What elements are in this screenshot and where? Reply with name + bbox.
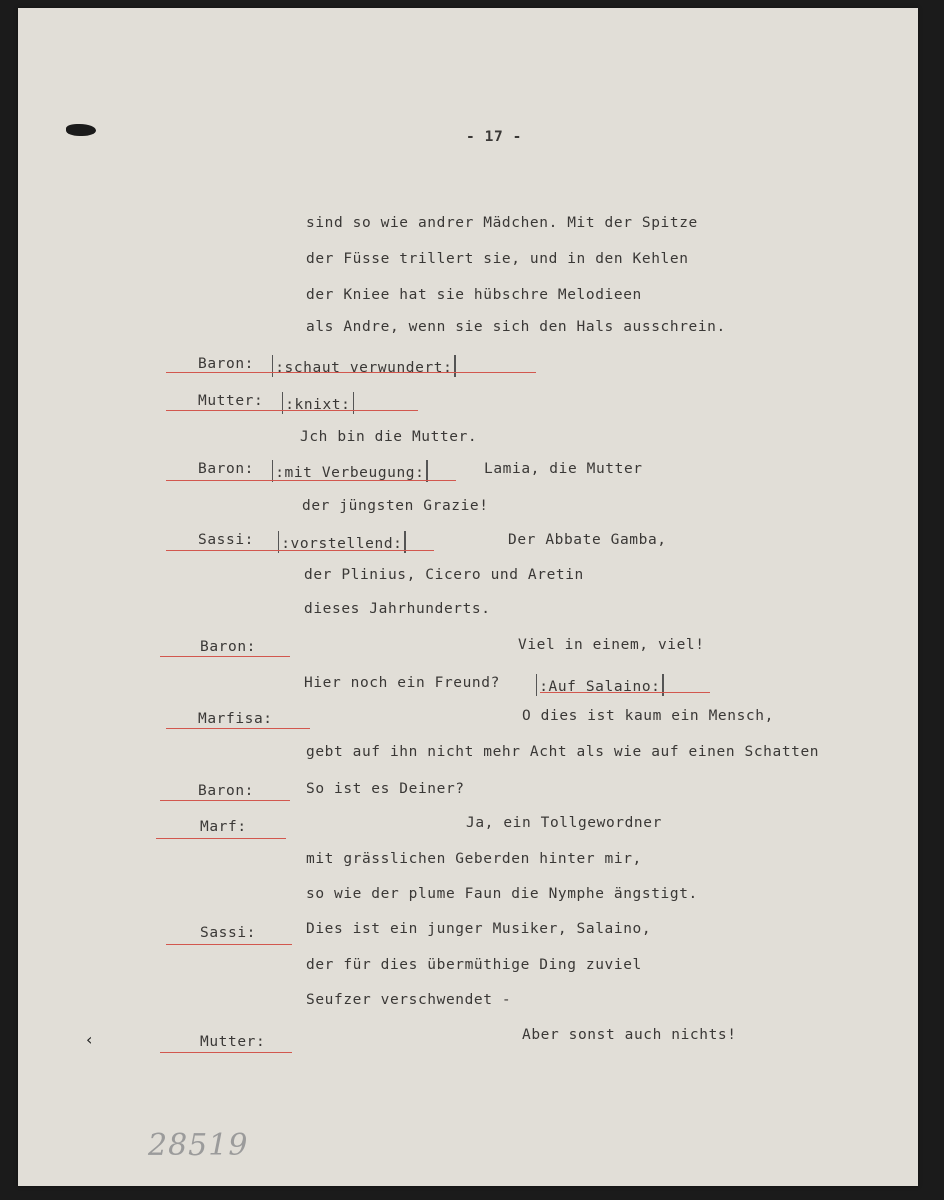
- text-line: der Plinius, Cicero und Aretin: [304, 567, 584, 583]
- text-line: sind so wie andrer Mädchen. Mit der Spitze: [306, 215, 698, 231]
- speaker-name: Marf:: [200, 819, 247, 835]
- page-number: - 17 -: [466, 129, 522, 145]
- red-underline: [156, 838, 286, 839]
- red-underline: [160, 800, 290, 801]
- stage-direction: :Auf Salaino:: [534, 674, 666, 696]
- red-underline: [166, 372, 536, 373]
- red-underline: [540, 692, 710, 693]
- red-underline: [160, 656, 290, 657]
- text-line: als Andre, wenn sie sich den Hals ausschrein.: [306, 319, 726, 335]
- text-line: der Füsse trillert sie, und in den Kehlen: [306, 251, 689, 267]
- red-underline: [166, 728, 310, 729]
- typescript-page: [18, 8, 918, 1186]
- text-line: Viel in einem, viel!: [518, 637, 705, 653]
- text-line: Der Abbate Gamba,: [508, 532, 667, 548]
- text-line: O dies ist kaum ein Mensch,: [522, 708, 774, 724]
- stage-direction: :knixt:: [280, 392, 356, 414]
- speaker-name: Baron:: [198, 461, 254, 477]
- stage-direction: :mit Verbeugung:: [270, 460, 430, 482]
- speaker-name: Mutter:: [198, 393, 264, 409]
- text-line: Seufzer verschwendet -: [306, 992, 512, 1008]
- text-line: so wie der plume Faun die Nymphe ängstigt.: [306, 886, 698, 902]
- red-underline: [160, 1052, 292, 1053]
- speaker-name: Marfisa:: [198, 711, 273, 727]
- red-underline: [166, 410, 418, 411]
- text-line: Dies ist ein junger Musiker, Salaino,: [306, 921, 652, 937]
- stage-direction: :vorstellend:: [276, 531, 408, 553]
- speaker-name: Sassi:: [198, 532, 254, 548]
- speaker-name: Baron:: [198, 783, 254, 799]
- speaker-name: Mutter:: [200, 1034, 266, 1050]
- red-underline: [166, 944, 292, 945]
- stage-direction: :schaut verwundert:: [270, 355, 458, 377]
- margin-mark: ‹: [86, 1030, 93, 1049]
- text-line: Ja, ein Tollgewordner: [466, 815, 662, 831]
- archive-number: 28519: [148, 1128, 249, 1163]
- text-line: dieses Jahrhunderts.: [304, 601, 491, 617]
- punch-hole: [66, 124, 96, 136]
- speaker-name: Baron:: [198, 356, 254, 372]
- text-line: Aber sonst auch nichts!: [522, 1027, 737, 1043]
- speaker-name: Sassi:: [200, 925, 256, 941]
- text-line: mit grässlichen Geberden hinter mir,: [306, 851, 642, 867]
- red-underline: [166, 550, 434, 551]
- speaker-name: Baron:: [200, 639, 256, 655]
- text-line: So ist es Deiner?: [306, 781, 465, 797]
- text-line: Lamia, die Mutter: [484, 461, 643, 477]
- text-line: gebt auf ihn nicht mehr Acht als wie auf einen Schatten: [306, 744, 820, 760]
- text-line: der jüngsten Grazie!: [302, 498, 489, 514]
- text-line: Jch bin die Mutter.: [300, 429, 478, 445]
- text-line: Hier noch ein Freund?: [304, 675, 500, 691]
- text-line: der für dies übermüthige Ding zuviel: [306, 957, 642, 973]
- red-underline: [166, 480, 456, 481]
- text-line: der Kniee hat sie hübschre Melodieen: [306, 287, 642, 303]
